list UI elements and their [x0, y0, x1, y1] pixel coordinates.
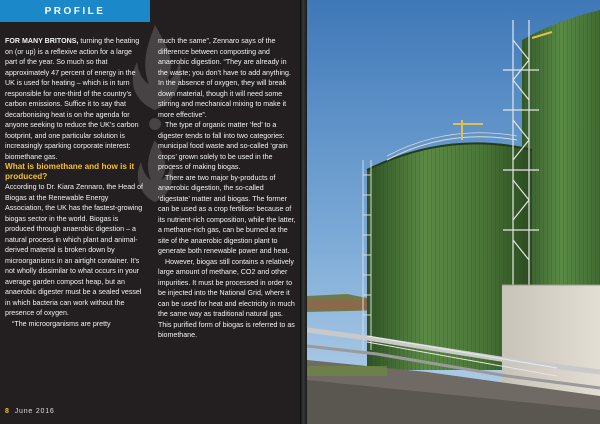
tall-digester-tank — [522, 10, 600, 300]
biogas-plant-photo — [307, 0, 600, 424]
page-gutter — [300, 0, 307, 424]
grass — [307, 366, 387, 376]
distant-building — [307, 300, 367, 310]
paragraph-1-text: turning the heating on (or up) is a reflexive action for a large part of the year. So much so that approximately 47 percent of energy in the UK is used for heating – which is in turn responsible for one-third of the country’s carbon emissions. Suffice it to say that decarbonising heat is on the agenda for anyone seeking to reduce the UK’s carbon footprint, and one particular solution is increasingly sparking corporate interest: biomethane gas. — [5, 37, 140, 161]
article-column-1 — [5, 36, 143, 329]
photo-page — [307, 0, 600, 424]
section-tab-label: PROFILE — [44, 5, 106, 17]
paragraph-6: There are two major by-products of anaerobic digestion, the so-called ‘digestate’ matter and biogas. The former can be used as a crop fertiliser because of its nutrient-rich composition, while the latter, a methane-rich gas, can be burned at the site of the anaerobic digestion plant to generate both renewable power and heat. — [158, 173, 296, 255]
paragraph-2: According to Dr. Kiara Zennaro, the Head of Biogas at the Renewable Energy Association, the UK has the fastest-growing biogas sector in the world. Biogas is produced through anaerobic digestion – a natural process in which plant and animal-derived material is broken down by microorganisms in an airtight container. It’s not wholly dissimilar to what occurs in your average garden compost heap, but an anaerobic digester must be a sealed vessel in which bacteria can work without the presence of oxygen. — [5, 183, 144, 317]
page-footer — [5, 408, 55, 415]
paragraph-3: “The microorganisms are pretty — [12, 319, 111, 328]
page-number: 8 — [5, 408, 10, 415]
lead-in: FOR MANY BRITONS, — [5, 37, 79, 45]
issue-date: June 2016 — [14, 408, 55, 415]
paragraph-7: However, biogas still contains a relatively large amount of methane, CO2 and other impurities. It must be processed in order to be injected into the National Grid, where it can be used for heat and electricity in much the same way as traditional natural gas. This purified form of biogas is referred to as biomethane. — [158, 257, 295, 339]
paragraph-5: The type of organic matter ‘fed’ to a digester tends to fall into two categories: municipal food waste and so-called ‘grain crops’ grown solely to be used in the process of making biogas. — [158, 121, 288, 171]
paragraph-1 — [5, 36, 143, 162]
section-tab — [0, 0, 150, 22]
subhead: What is biomethane and how is it produced? — [5, 162, 135, 181]
paragraph-4: much the same”, Zennaro says of the difference between composting and anaerobic digestion. “They are already in the waste; you don’t have to add anything. In the absence of oxygen, they will break down material, though it will need some stirring and mechanical mixing to make it more effective”. — [158, 37, 291, 119]
article-column-2 — [158, 36, 296, 341]
